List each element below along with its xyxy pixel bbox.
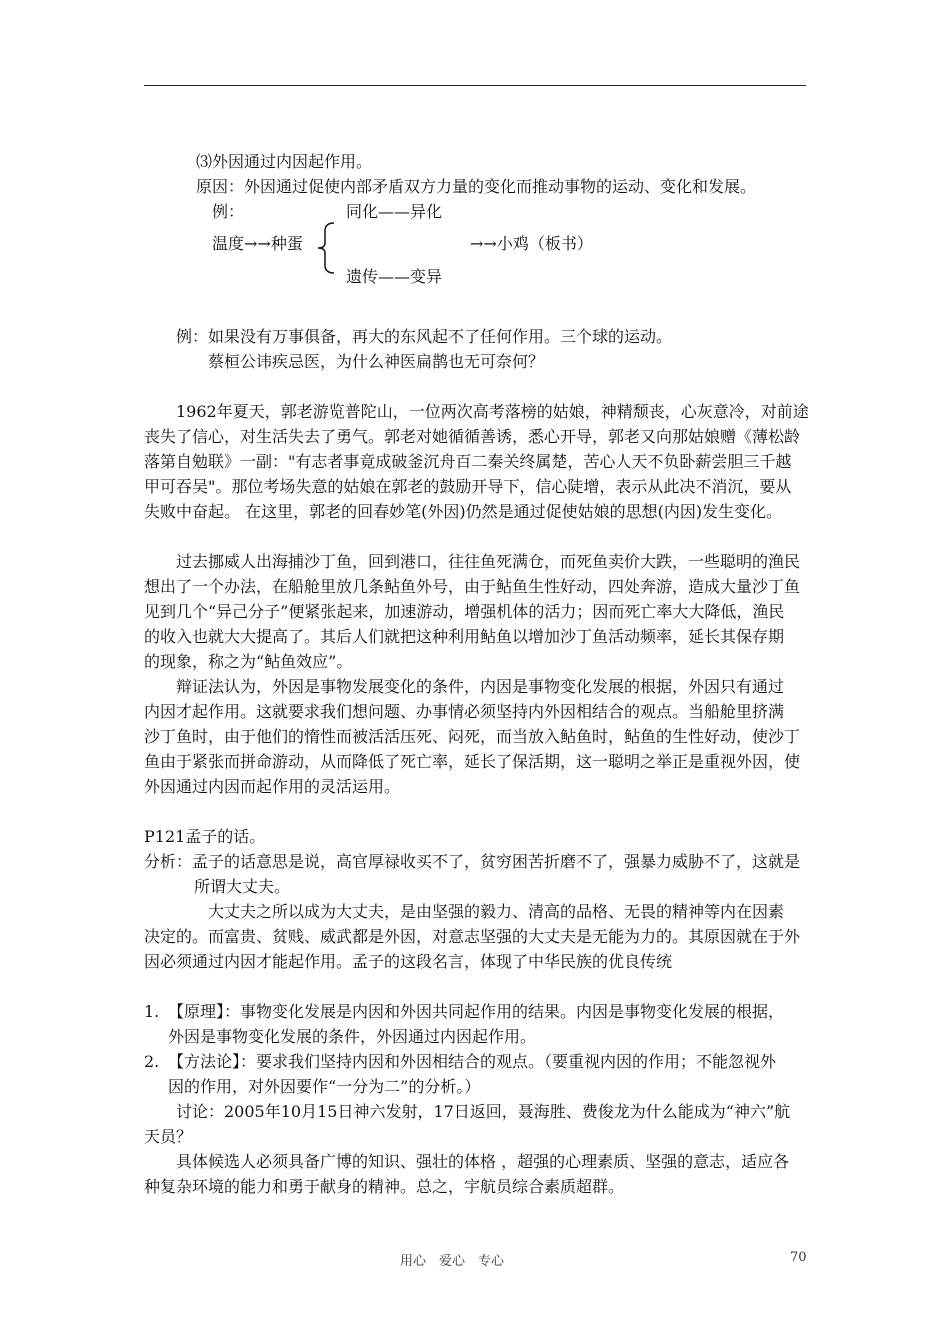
diagram-left-text: 温度→→种蛋 xyxy=(212,234,303,253)
diagram-top-text: 同化——异化 xyxy=(346,202,443,221)
section-heading: ⑶外因通过内因起作用。 xyxy=(196,152,373,171)
guo-story-line: 失败中奋起。 在这里，郭老的回春妙笔(外因)仍然是通过促使姑娘的思想(内因)发生变化。 xyxy=(144,502,783,521)
mencius-paragraph-line: 因必须通过内因才能起作用。孟子的这段名言，体现了中华民族的优良传统 xyxy=(144,952,673,971)
page-number: 70 xyxy=(790,1250,807,1265)
example-line-1: 例：如果没有万事俱备，再大的东风起不了任何作用。三个球的运动。 xyxy=(176,327,673,346)
header-rule xyxy=(144,85,806,86)
mencius-paragraph-line: 大丈夫之所以成为大丈夫，是由坚强的毅力、清高的品格、无畏的精神等内在因素 xyxy=(208,902,785,921)
discussion-question: 天员？ xyxy=(144,1127,193,1146)
dialectic-line: 沙丁鱼时，由于他们的惰性而被活活压死、闷死，而当放入鲇鱼时，鲇鱼的生性好动，使沙丁 xyxy=(144,727,801,746)
discussion-answer: 具体候选人必须具备广博的知识、强壮的体格 ，超强的心理素质、坚强的意志，适应各 xyxy=(176,1152,790,1171)
example-line-2: 蔡桓公讳疾忌医，为什么神医扁鹊也无可奈何？ xyxy=(208,352,545,371)
summary-methodology: 【方法论】：要求我们坚持内因和外因相结合的观点。（要重视内因的作用；不能忽视外 xyxy=(168,1052,777,1071)
guo-story-line: 丧失了信心，对生活失去了勇气。郭老对她循循善诱，悉心开导，郭老又向那姑娘赠《薄松龄 xyxy=(144,427,801,446)
reason-text: 原因：外因通过促使内部矛盾双方力量的变化而推动事物的运动、变化和发展。 xyxy=(196,177,757,196)
dialectic-line: 鱼由于紧张而拼命游动，从而降低了死亡率，延长了保活期，这一聪明之举正是重视外因，使 xyxy=(144,752,801,771)
mencius-reference: P121孟子的话。 xyxy=(144,827,266,846)
summary-item-number: 1. xyxy=(144,1002,160,1021)
diagram-right-text: →→小鸡（板书） xyxy=(470,234,593,253)
summary-item-number: 2. xyxy=(144,1052,160,1071)
guo-story-line: 1962年夏天，郭老游览普陀山，一位两次高考落榜的姑娘，神精颓丧，心灰意冷，对前途 xyxy=(176,402,809,421)
fish-story-line: 的收入也就大大提高了。其后人们就把这种利用鲇鱼以增加沙丁鱼活动频率，延长其保存期 xyxy=(144,627,785,646)
fish-story-line: 见到几个“异己分子”便紧张起来，加速游动，增强机体的活力；因而死亡率大大降低，渔民 xyxy=(144,602,785,621)
summary-principle: 外因是事物变化发展的条件，外因通过内因起作用。 xyxy=(168,1027,537,1046)
guo-story-line: 落第自勉联》一副："有志者事竟成破釜沉舟百二秦关终属楚，苦心人天不负卧薪尝胆三千越 xyxy=(144,452,792,471)
summary-principle: 【原理】：事物变化发展是内因和外因共同起作用的结果。内因是事物变化发展的根据， xyxy=(168,1002,785,1021)
summary-methodology: 因的作用，对外因要作“一分为二”的分析。） xyxy=(168,1077,481,1096)
mencius-analysis: 所谓大丈夫。 xyxy=(194,877,291,896)
dialectic-line: 内因才起作用。这就要求我们想问题、办事情必须坚持内外因相结合的观点。当船舱里挤满 xyxy=(144,702,785,721)
diagram-bottom-text: 遗传——变异 xyxy=(346,267,443,286)
dialectic-line: 辩证法认为，外因是事物发展变化的条件，内因是事物变化发展的根据，外因只有通过 xyxy=(176,677,785,696)
mencius-analysis: 分析：孟子的话意思是说，高官厚禄收买不了，贫穷困苦折磨不了，强暴力威胁不了，这就是 xyxy=(144,852,801,871)
discussion-question: 讨论：2005年10月15日神六发射，17日返回，聂海胜、费俊龙为什么能成为“神六”航 xyxy=(176,1102,791,1121)
guo-story-line: 甲可吞吴"。那位考场失意的姑娘在郭老的鼓励开导下，信心陡增，表示从此决不消沉，要从 xyxy=(144,477,792,496)
discussion-answer: 种复杂环境的能力和勇于献身的精神。总之，宇航员综合素质超群。 xyxy=(144,1177,625,1196)
fish-story-line: 过去挪威人出海捕沙丁鱼，回到港口，往往鱼死满仓，而死鱼卖价大跌，一些聪明的渔民 xyxy=(176,552,801,571)
fish-story-line: 的现象，称之为“鲇鱼效应”。 xyxy=(144,652,353,671)
dialectic-line: 外因通过内因而起作用的灵活运用。 xyxy=(144,777,401,796)
footer-motto: 用心 爱心 专心 xyxy=(400,1254,505,1269)
mencius-paragraph-line: 决定的。而富贵、贫贱、威武都是外因，对意志坚强的大丈夫是无能为力的。其原因就在于外 xyxy=(144,927,801,946)
diagram-example-label: 例： xyxy=(212,202,245,221)
curly-brace-icon xyxy=(316,222,338,274)
fish-story-line: 想出了一个办法，在船舱里放几条鲇鱼外号，由于鲇鱼生性好动，四处奔游，造成大量沙丁鱼 xyxy=(144,577,801,596)
